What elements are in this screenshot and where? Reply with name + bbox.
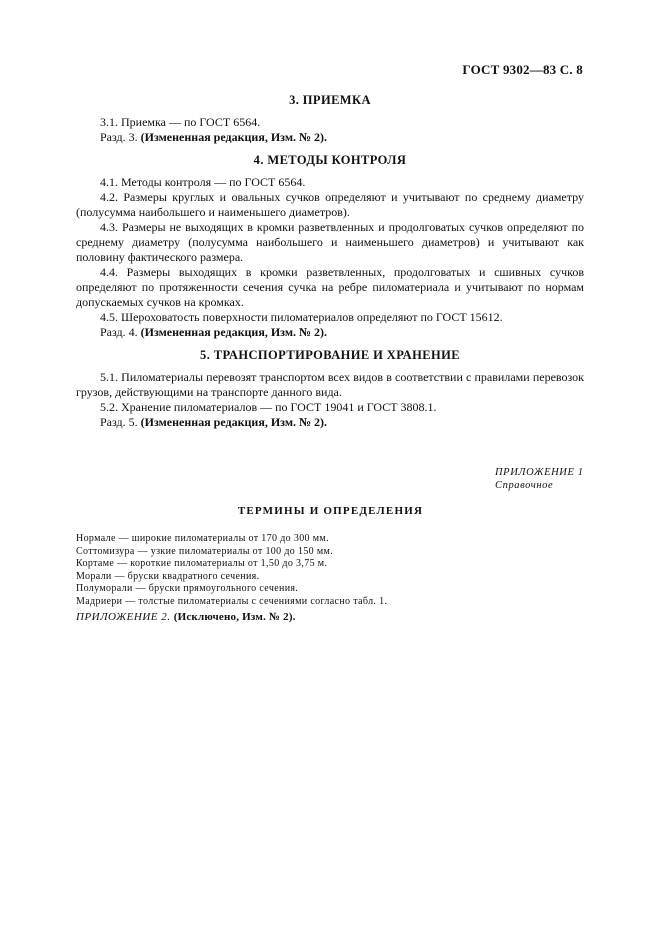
amendment-note-text: (Измененная редакция, Изм. № 2). xyxy=(140,130,328,144)
section-transport-storage xyxy=(76,348,584,430)
section-acceptance xyxy=(76,93,584,145)
paragraph: 4.2. Размеры круглых и овальных сучков определяют и учитывают по среднему диаметру (полусумма наибольшего и наименьшего диаметров). xyxy=(76,190,584,219)
paragraph: 3.1. Приемка — по ГОСТ 6564. xyxy=(100,115,261,129)
appendix-1-label-block xyxy=(495,466,584,492)
paragraph: 5.2. Хранение пиломатериалов — по ГОСТ 19041 и ГОСТ 3808.1. xyxy=(100,400,437,414)
term-item: Полуморали — бруски прямоугольного сечения. xyxy=(76,583,299,595)
term-item: Нормале — широкие пиломатериалы от 170 до 300 мм. xyxy=(76,533,329,544)
terms-list xyxy=(76,533,387,609)
appendix-1-title: ТЕРМИНЫ И ОПРЕДЕЛЕНИЯ xyxy=(237,505,424,517)
section-title: 4. МЕТОДЫ КОНТРОЛЯ xyxy=(253,153,407,167)
paragraph: 4.5. Шероховатость поверхности пиломатериалов определяют по ГОСТ 15612. xyxy=(100,310,503,324)
appendix-1-label: ПРИЛОЖЕНИЕ 1 xyxy=(495,467,584,478)
appendix-2-note: (Исключено, Изм. № 2). xyxy=(173,611,296,623)
amendment-note-prefix: Разд. 5. xyxy=(100,415,141,429)
appendix-1-sublabel: Справочное xyxy=(495,480,554,491)
page-header-doc-ref: ГОСТ 9302—83 С. 8 xyxy=(462,62,583,77)
paragraph: 4.4. Размеры выходящих в кромки разветвленных, продолговатых и сшивных сучков определяют по протяженности сечения сучка на ребре пиломатериала и учитывают по нормам допускаемых сучков на кромках. xyxy=(76,265,584,309)
amendment-note xyxy=(76,325,584,340)
amendment-note-text: (Измененная редакция, Изм. № 2). xyxy=(140,325,328,339)
amendment-note xyxy=(76,415,584,430)
amendment-note xyxy=(76,130,584,145)
amendment-note-text: (Измененная редакция, Изм. № 2). xyxy=(140,415,328,429)
term-item: Морали — бруски квадратного сечения. xyxy=(76,570,260,582)
section-title: 3. ПРИЕМКА xyxy=(289,93,371,107)
term-item: Мадриери — толстые пиломатериалы с сечениями согласно табл. 1. xyxy=(76,595,388,607)
amendment-note-prefix: Разд. 4. xyxy=(100,325,141,339)
appendix-2-label: ПРИЛОЖЕНИЕ 2. xyxy=(76,611,171,623)
paragraph: 4.3. Размеры не выходящих в кромки разветвленных и продолговатых сучков определяют по среднему диаметру (полусумма наибольшего и наименьшего диаметров) и учитывают как половину фактического размера. xyxy=(76,220,584,264)
amendment-note-prefix: Разд. 3. xyxy=(100,130,141,144)
main-content xyxy=(76,93,584,430)
section-control-methods xyxy=(76,153,584,340)
section-title: 5. ТРАНСПОРТИРОВАНИЕ И ХРАНЕНИЕ xyxy=(200,348,460,362)
appendix-2-line xyxy=(76,611,296,623)
paragraph: 4.1. Методы контроля — по ГОСТ 6564. xyxy=(100,175,306,189)
paragraph: 5.1. Пиломатериалы перевозят транспортом всех видов в соответствии с правилами перевозок грузов, действующими на транспорте данного вида. xyxy=(76,370,584,399)
term-item: Соттомизура — узкие пиломатериалы от 100 до 150 мм. xyxy=(76,545,334,557)
term-item: Кортаме — короткие пиломатериалы от 1,50 до 3,75 м. xyxy=(76,558,328,570)
